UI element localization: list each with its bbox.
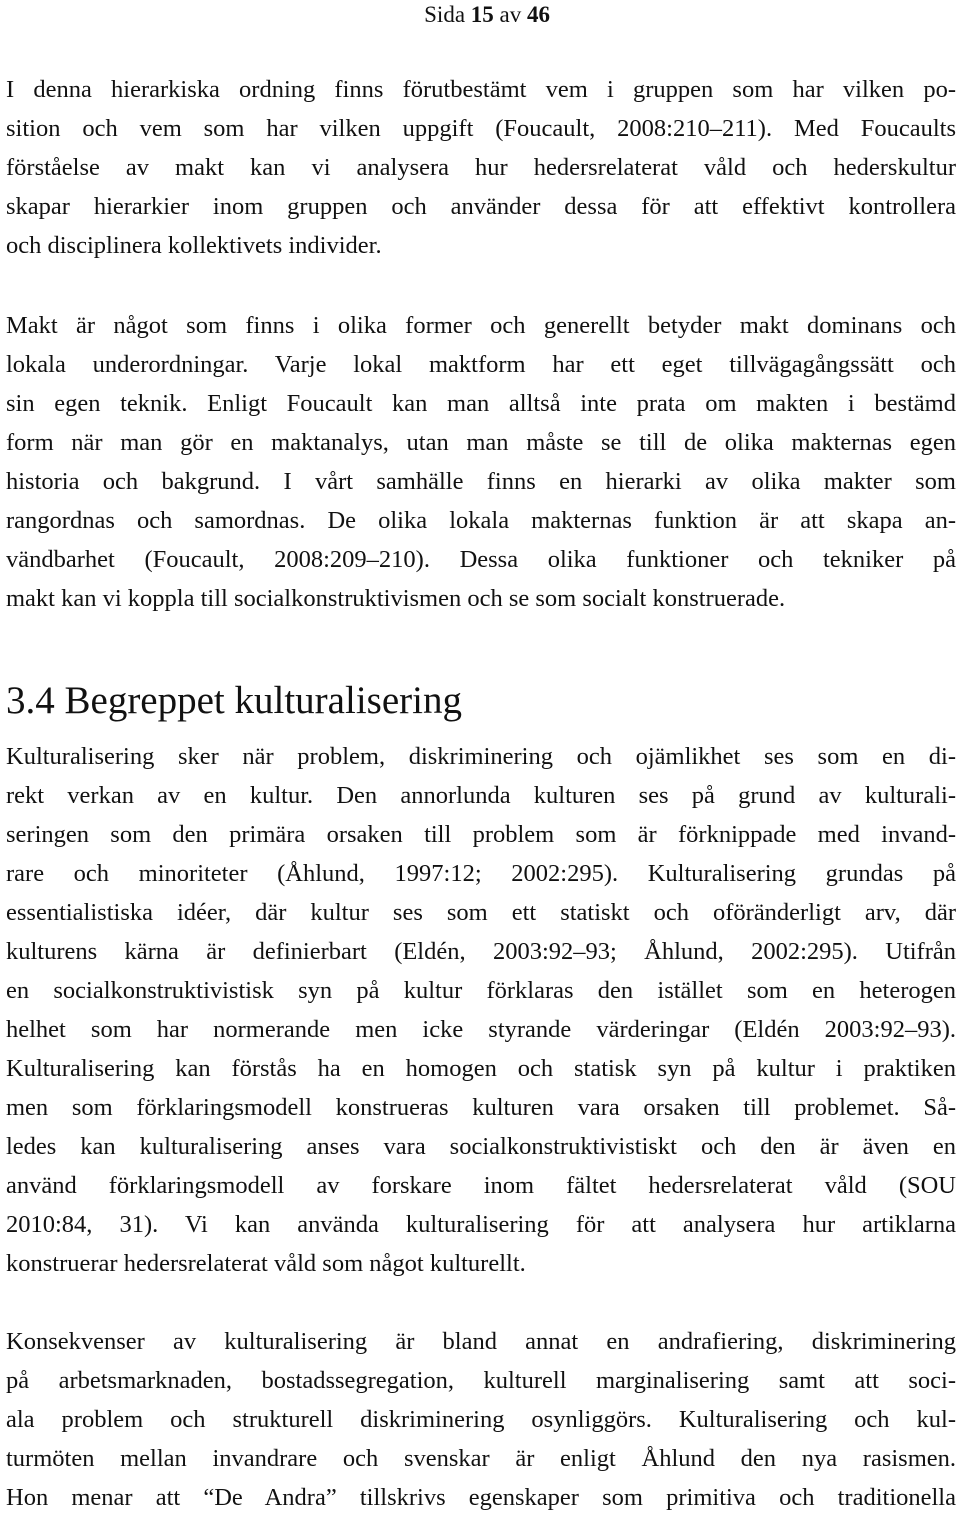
text-line: rangordnas och samordnas. De olika lokala makternas funktion är att skapa an-	[6, 507, 956, 534]
text-line: rekt verkan av en kultur. Den annorlunda kulturen ses på grund av kulturali-	[6, 782, 956, 809]
text-line: en socialkonstruktivistisk syn på kultur förklaras den istället som en heterogen	[6, 977, 956, 1004]
paragraph-consequences	[6, 1322, 956, 1517]
text-line: form när man gör en maktanalys, utan man måste se till de olika makternas egen	[6, 429, 956, 456]
paragraph-power	[6, 306, 956, 618]
text-line: essentialistiska idéer, där kultur ses som ett statiskt och oföränderligt arv, där	[6, 899, 956, 926]
text-line: Konsekvenser av kulturalisering är bland annat en andrafiering, diskriminering	[6, 1328, 956, 1355]
paragraph-hierarchy	[6, 70, 956, 265]
text-line: Makt är något som finns i olika former och generellt betyder makt dominans och	[6, 312, 956, 339]
text-line: förståelse av makt kan vi analysera hur hedersrelaterat våld och hederskultur	[6, 154, 956, 181]
paragraph-culturalization	[6, 737, 956, 1283]
text-line: vändbarhet (Foucault, 2008:209–210). Dessa olika funktioner och tekniker på	[6, 546, 956, 573]
text-line: makt kan vi koppla till socialkonstruktivismen och se som socialt konstruerade.	[6, 585, 786, 612]
page-number	[424, 0, 550, 30]
text-line: ledes kan kulturalisering anses vara socialkonstruktivistiskt och den är även en	[6, 1133, 956, 1160]
text-line: kulturens kärna är definierbart (Eldén, 2003:92–93; Åhlund, 2002:295). Utifrån	[6, 938, 956, 965]
text-line: sition och vem som har vilken uppgift (Foucault, 2008:210–211). Med Foucaults	[6, 115, 956, 142]
text-line: seringen som den primära orsaken till problem som är förknippade med invand-	[6, 821, 956, 848]
text-line: historia och bakgrund. I vårt samhälle finns en hierarki av olika makter som	[6, 468, 956, 495]
total-page-count: 46	[527, 2, 550, 27]
text-line: sin egen teknik. Enligt Foucault kan man alltså inte prata om makten i bestämd	[6, 390, 956, 417]
text-line: Kulturalisering kan förstås ha en homogen och statisk syn på kultur i praktiken	[6, 1055, 956, 1082]
text-line: I denna hierarkiska ordning finns förutbestämt vem i gruppen som har vilken po-	[6, 76, 956, 103]
text-line: Kulturalisering sker när problem, diskriminering och ojämlikhet ses som en di-	[6, 743, 956, 770]
text-line: turmöten mellan invandrare och svenskar är enligt Åhlund den nya rasismen.	[6, 1445, 956, 1472]
text-line: men som förklaringsmodell konstrueras kulturen vara orsaken till problemet. Så-	[6, 1094, 956, 1121]
text-line: Hon menar att “De Andra” tillskrivs egenskaper som primitiva och traditionella	[6, 1484, 956, 1511]
text-line: på arbetsmarknaden, bostadssegregation, kulturell marginalisering samt att soci-	[6, 1367, 956, 1394]
section-heading: 3.4 Begreppet kulturalisering	[6, 679, 462, 722]
page-of-label: av	[499, 2, 522, 27]
text-line: använd förklaringsmodell av forskare inom fältet hedersrelaterat våld (SOU	[6, 1172, 956, 1199]
text-line: och disciplinera kollektivets individer.	[6, 232, 382, 259]
text-line: helhet som har normerande men icke styrande värderingar (Eldén 2003:92–93).	[6, 1016, 956, 1043]
page-label: Sida	[424, 2, 466, 27]
text-line: skapar hierarkier inom gruppen och använder dessa för att effektivt kontrollera	[6, 193, 956, 220]
current-page-number: 15	[470, 2, 494, 27]
text-line: rare och minoriteter (Åhlund, 1997:12; 2002:295). Kulturalisering grundas på	[6, 860, 956, 887]
text-line: 2010:84, 31). Vi kan använda kulturalisering för att analysera hur artiklarna	[6, 1211, 956, 1238]
text-line: ala problem och strukturell diskriminering osynliggörs. Kulturalisering och kul-	[6, 1406, 956, 1433]
text-line: lokala underordningar. Varje lokal maktform har ett eget tillvägagångssätt och	[6, 351, 956, 378]
text-line: konstruerar hedersrelaterat våld som något kulturellt.	[6, 1250, 526, 1277]
